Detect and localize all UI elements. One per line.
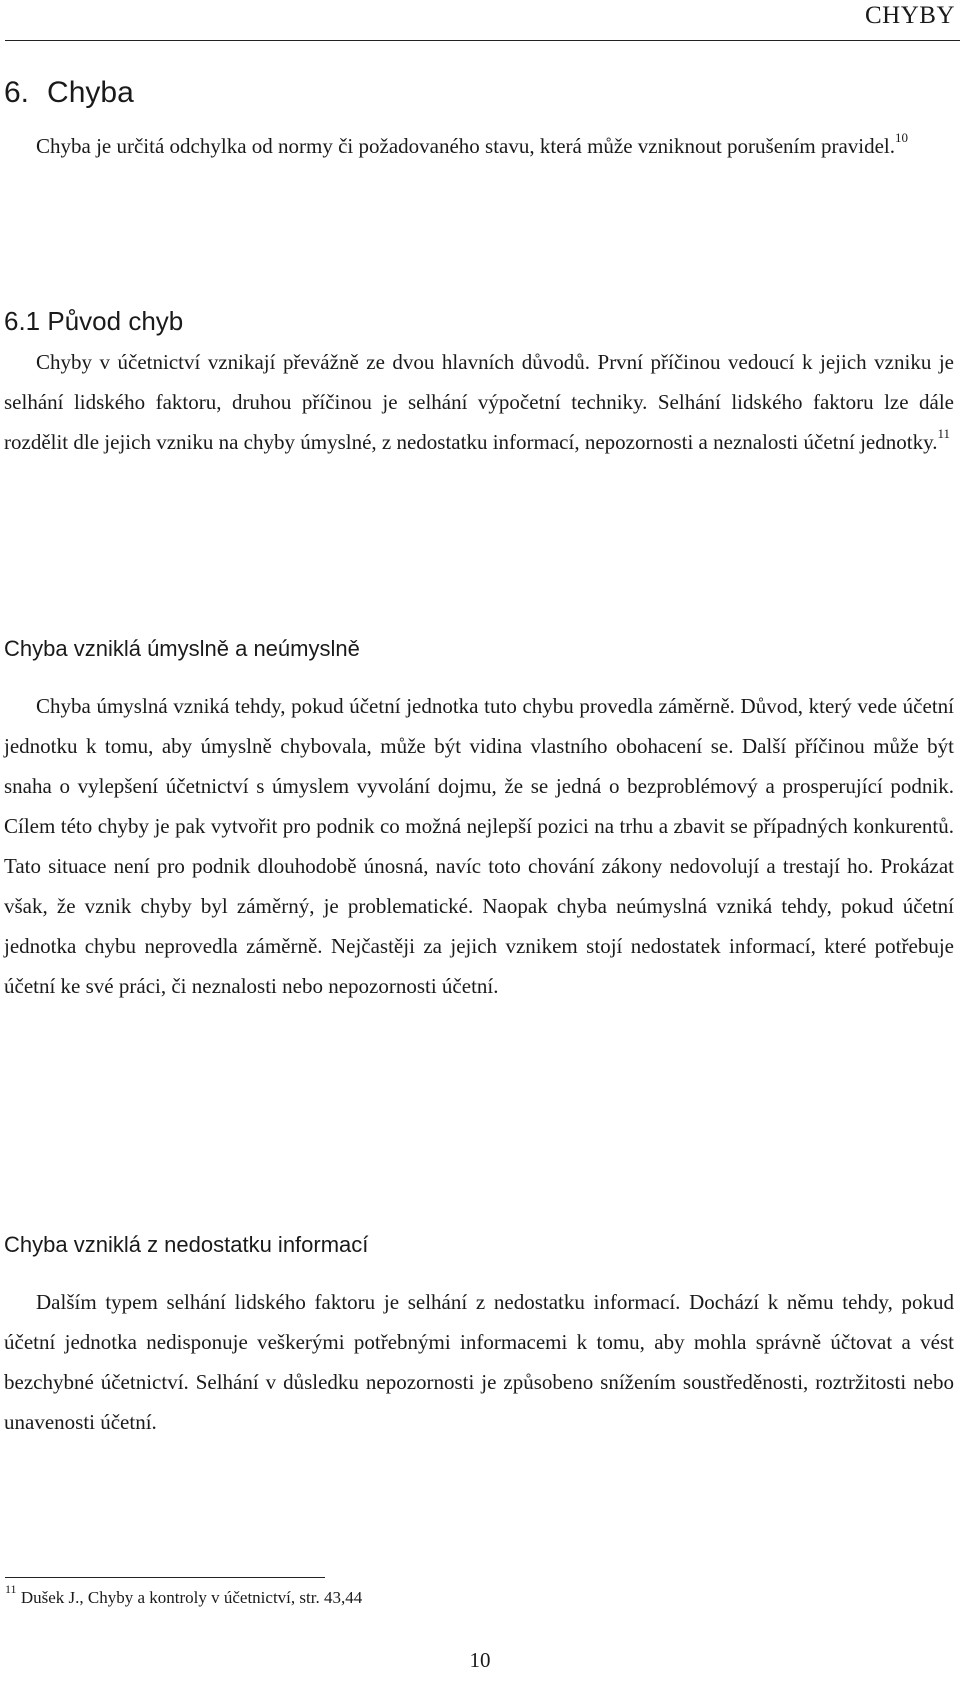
running-header: CHYBY (864, 2, 955, 29)
footnote-ref-10: 10 (895, 130, 909, 145)
origin-paragraph (4, 342, 954, 462)
footnote (5, 1582, 363, 1608)
information-paragraph: Dalším typem selhání lidského faktoru je selhání z nedostatku informací. Dochází k němu tehdy, pokud účetní jednotka nedisponuje veškerými potřebnými informacemi k tomu, aby mohla správně účtovat a vést bezchybné účetnictví. Selhání v důsledku nepozornosti je způsobeno snížením soustředěnosti, roztržitosti nebo unavenosti účetní. (4, 1290, 954, 1434)
section-title: Chyba (47, 76, 134, 109)
origin-text: Chyby v účetnictví vznikají převážně ze dvou hlavních důvodů. První příčinou vedoucí k jejich vzniku je selhání lidského faktoru, druhou příčinou je selhání výpočetní techniky. Selhání lidského faktoru lze dále rozdělit dle jejich vzniku na chyby úmyslné, z nedostatku informací, nepozornosti a neznalosti účetní jednotky. (4, 350, 954, 454)
intentional-heading: Chyba vzniklá úmyslně a neúmyslně (4, 636, 360, 661)
intentional-paragraph: Chyba úmyslná vzniká tehdy, pokud účetní jednotka tuto chybu provedla záměrně. Důvod, který vede účetní jednotku k tomu, aby úmyslně chybovala, může být vidina vlastního obohacení se. Další příčinou může být snaha o vylepšení účetnictví s úmyslem vyvolání dojmu, že se jedná o bezproblémový a prosperující podnik. Cílem této chyby je pak vytvořit pro podnik co možná nejlepší pozici na trhu a zbavit se případných konkurentů. Tato situace není pro podnik dlouhodobě únosná, navíc toto chování zákony nedovolují a trestají ho. Prokázat však, že vznik chyby byl záměrný, je problematické. Naopak chyba neúmyslná vzniká tehdy, pokud účetní jednotka chybu neprovedla záměrně. Nejčastěji za jejich vznikem stojí nedostatek informací, které potřebuje účetní ke své práci, či neznalosti nebo nepozornosti účetní. (4, 694, 954, 998)
footnote-text: Dušek J., Chyby a kontroly v účetnictví, str. 43,44 (20, 1588, 363, 1607)
intro-text: Chyba je určitá odchylka od normy či požadovaného stavu, která může vzniknout porušením pravidel. (36, 134, 896, 158)
section-heading (4, 76, 134, 110)
footnote-number: 11 (5, 1582, 17, 1596)
footnote-ref-11: 11 (937, 426, 950, 441)
header-rule (5, 40, 960, 41)
footnote-rule (5, 1577, 325, 1578)
intro-paragraph (4, 126, 954, 166)
information-heading: Chyba vzniklá z nedostatku informací (4, 1232, 369, 1257)
subsection-heading: 6.1 Původ chyb (4, 306, 184, 336)
page-number: 10 (469, 1648, 491, 1672)
section-number: 6. (4, 76, 30, 109)
